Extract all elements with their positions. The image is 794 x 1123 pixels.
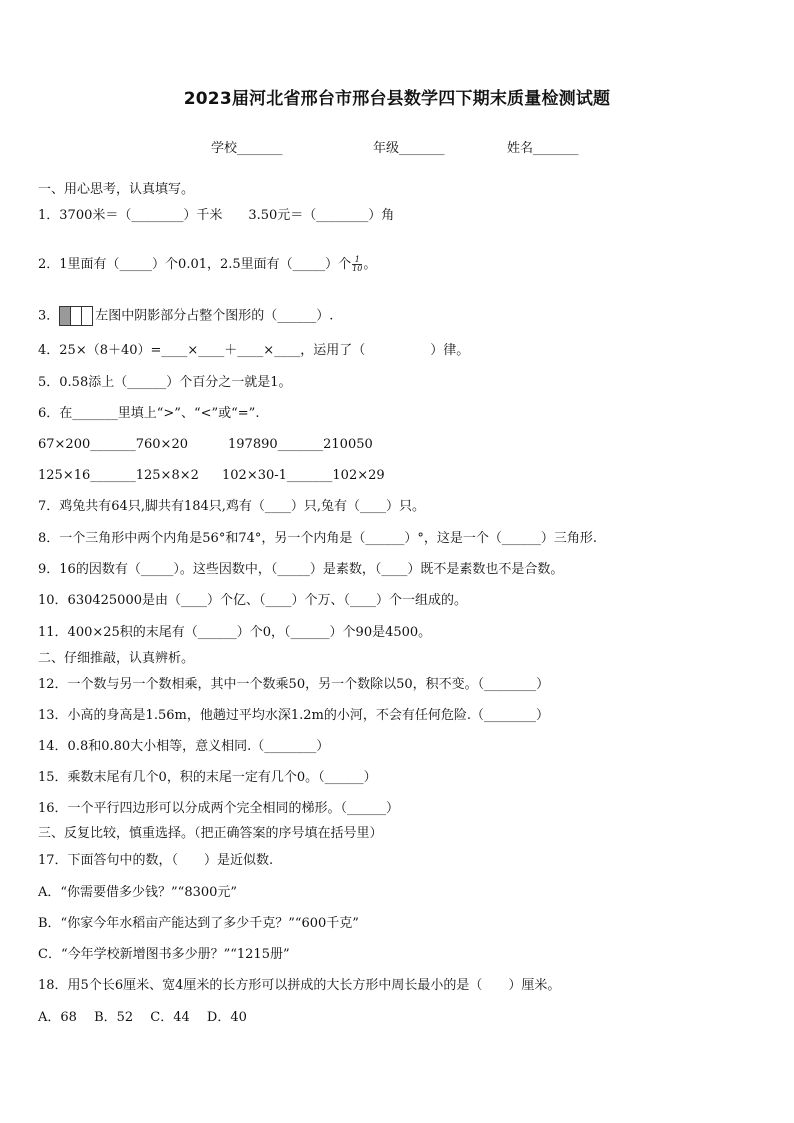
question-16: 16．一个平行四边形可以分成两个完全相同的梯形。（______）: [38, 801, 400, 816]
section-3-heading: 三、反复比较，慎重选择。（把正确答案的序号填在括号里）: [38, 826, 383, 841]
question-7: 7．鸡兔共有64只,脚共有184只,鸡有（____）只,兔有（____）只。: [38, 499, 426, 514]
name-field: 姓名_______: [507, 141, 579, 156]
section-1-heading: 一、用心思考，认真填写。: [38, 182, 195, 197]
question-3-number: 3．: [38, 308, 60, 324]
question-12: 12．一个数与另一个数相乘，其中一个数乘50，另一个数除以50，积不变。（________）: [38, 677, 550, 692]
page-title: 2023届河北省邢台市邢台县数学四下期末质量检测试题: [183, 89, 611, 109]
question-6: 6．在_______里填上“>”、“<”或“=”.: [38, 406, 260, 421]
question-5: 5．0.58添上（______）个百分之一就是1。: [38, 375, 292, 390]
question-18: 18．用5个长6厘米、宽4厘米的长方形可以拼成的大长方形中周长最小的是（ ）厘米。: [38, 978, 561, 993]
question-18-options: A．68 B．52 C．44 D．40: [38, 1010, 247, 1025]
question-2-text: 2．1里面有（_____）个0.01，2.5里面有（_____）个: [38, 257, 352, 272]
shaded-cell: [60, 307, 71, 325]
question-14: 14．0.8和0.80大小相等，意义相同.（________）: [38, 739, 330, 754]
question-17: 17．下面答句中的数，（ ）是近似数.: [38, 853, 274, 868]
question-11: 11．400×25积的末尾有（______）个0，（______）个90是4500。: [38, 625, 432, 640]
blank-cell: [82, 307, 93, 325]
grade-field: 年级_______: [373, 141, 445, 156]
question-17-option-a: A．“你需要借多少钱？”“8300元”: [38, 885, 238, 900]
question-3-text: 左图中阴影部分占整个图形的（______）.: [95, 308, 334, 324]
question-10: 10．630425000是由（____）个亿、（____）个万、（____）个一组成的。: [38, 593, 467, 608]
fraction-numerator: 1: [352, 256, 362, 265]
question-9: 9．16的因数有（_____）。这些因数中，（_____）是素数，（____）既不是素数也不是合数。: [38, 562, 564, 577]
question-6-row-2-right: 102×30-1_______102×29: [222, 468, 385, 483]
question-3: [38, 306, 333, 327]
question-4: 4．25×（8＋40）=____×____＋____×____，运用了（ ）律。: [38, 343, 470, 358]
school-field: 学校_______: [211, 141, 283, 156]
fraction-one-tenth: [352, 256, 362, 273]
question-1: 1．3700米＝（________）千米 3.50元＝（________）角: [38, 208, 395, 223]
question-6-row-1-right: 197890_______210050: [228, 437, 373, 452]
blank-cell: [71, 307, 82, 325]
question-17-option-b: B．“你家今年水稻亩产能达到了多少千克？”“600千克”: [38, 916, 359, 931]
question-6-row-1-left: 67×200_______760×20: [38, 437, 188, 452]
section-2-heading: 二、仔细推敲，认真辨析。: [38, 651, 195, 666]
shaded-rectangle-figure: [59, 306, 93, 326]
question-17-option-c: C．“今年学校新增图书多少册？”“1215册”: [38, 947, 290, 962]
question-15: 15．乘数末尾有几个0，积的末尾一定有几个0。（______）: [38, 770, 377, 785]
question-2: [38, 256, 376, 273]
question-8: 8．一个三角形中两个内角是56°和74°，另一个内角是（______）°，这是一个（______）三角形.: [38, 531, 597, 546]
fraction-denominator: 10: [352, 264, 363, 273]
question-6-row-2-left: 125×16_______125×8×2: [38, 468, 199, 483]
question-2-end: 。: [363, 257, 377, 272]
question-13: 13．小高的身高是1.56m，他趟过平均水深1.2m的小河，不会有任何危险.（________）: [38, 708, 549, 723]
